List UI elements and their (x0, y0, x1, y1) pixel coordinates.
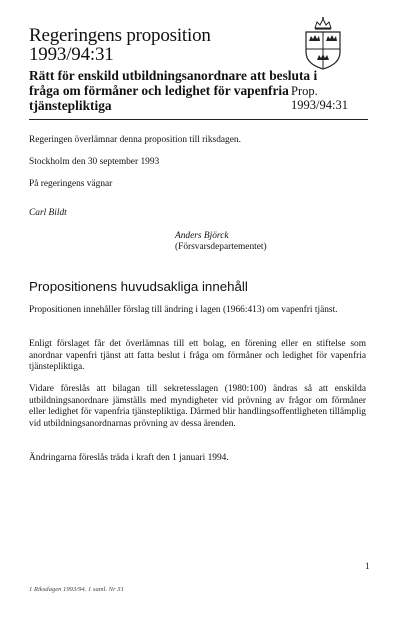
on-behalf-text: På regeringens vägnar (29, 179, 113, 189)
page-number: 1 (365, 561, 370, 571)
document-number: 1993/94:31 (29, 44, 114, 65)
section-heading: Propositionens huvudsakliga innehåll (29, 279, 248, 294)
submission-text: Regeringen överlämnar denna proposition till riksdagen. (29, 135, 241, 145)
paragraph: Enligt förslaget får det överlämnas till ett bolag, en förening eller en stiftelse som anordnar vapenfri tjänst att fatta beslut i fråga om förmåner och ledighet för vapenfria tjänstepliktiga. (29, 339, 366, 373)
signer-minister: Anders Björck (175, 231, 229, 241)
header-divider (29, 119, 368, 120)
paragraph: Propositionen innehåller förslag till ändring i lagen (1966:413) om vapenfri tjänst. (29, 305, 338, 315)
signer-prime-minister: Carl Bildt (29, 208, 67, 218)
footer-note: 1 Riksdagen 1993/94. 1 saml. Nr 31 (29, 586, 124, 593)
place-date: Stockholm den 30 september 1993 (29, 157, 160, 167)
subtitle-line: fråga om förmåner och ledighet för vapenfria (29, 83, 289, 98)
prop-label-line: Prop. (291, 84, 318, 98)
subtitle-line: tjänstepliktiga (29, 98, 112, 113)
paragraph: Vidare föreslås att bilagan till sekretesslagen (1980:100) ändras så att enskilda utbildningsanordnare jämställs med myndigheter vid prövning av frågor om förmåner eller ledighet för vapenfria tjänstepliktiga. Därmed blir handlingsoffentligheten tillämplig vid utbildningsanordnarnas prövning av dessa ärenden. (29, 384, 366, 429)
subtitle-line: Rätt för enskild utbildningsanordnare att besluta i (29, 68, 318, 83)
prop-number: 1993/94:31 (291, 98, 348, 112)
swedish-coat-of-arms-icon (301, 16, 345, 70)
ministry-name: (Försvarsdepartementet) (175, 242, 267, 252)
document-title: Regeringens proposition (29, 25, 211, 46)
paragraph: Ändringarna föreslås träda i kraft den 1 januari 1994. (29, 453, 229, 463)
prop-label (291, 84, 348, 112)
